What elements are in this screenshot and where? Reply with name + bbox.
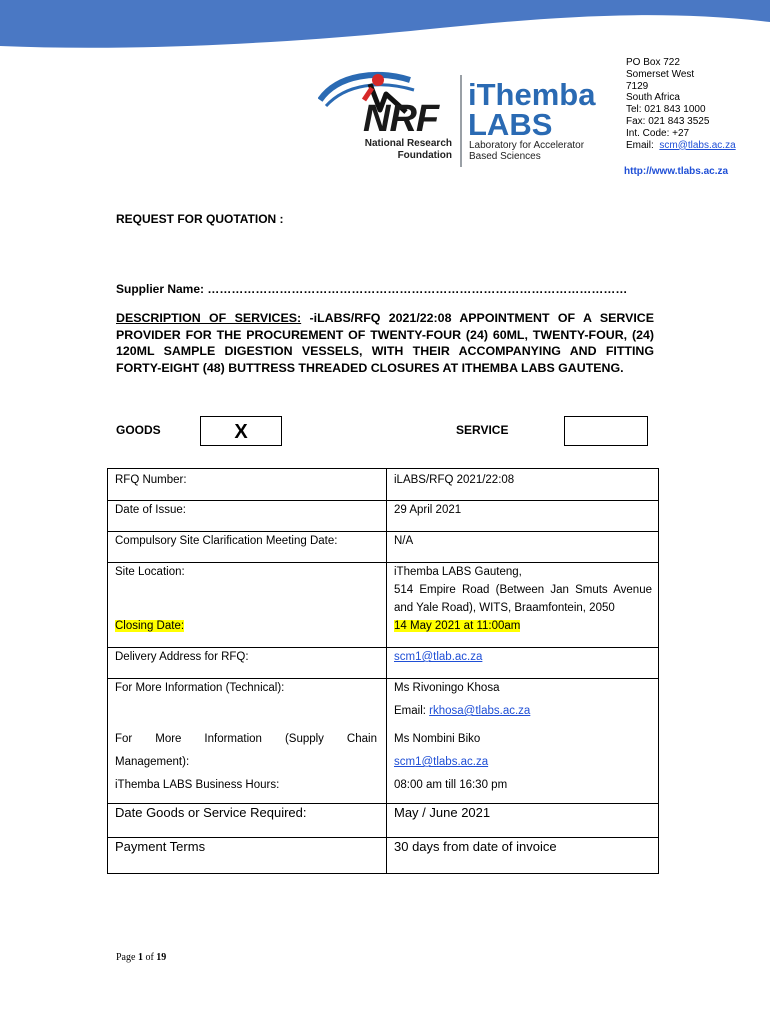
delivery-address-label: Delivery Address for RFQ: <box>115 651 249 663</box>
supply-chain-label-word: (Supply <box>284 733 324 745</box>
website-link[interactable]: http://www.tlabs.ac.za <box>624 166 729 177</box>
supply-chain-label-line2: Management): <box>115 756 190 768</box>
nrf-name-line1: National Research <box>364 138 452 149</box>
supply-chain-contact-email <box>394 753 652 771</box>
closing-date-value-text: 14 May 2021 at 11:00am <box>394 620 521 632</box>
supply-chain-label-word: Information <box>204 733 262 745</box>
labs-subtitle-line2: Based Sciences <box>469 151 541 162</box>
rfq-details-table <box>107 468 659 874</box>
address-block <box>626 57 736 151</box>
ithemba-wordmark: iThemba <box>468 77 596 112</box>
nrf-name <box>360 138 452 162</box>
goods-checkbox[interactable]: X <box>200 416 282 446</box>
supply-chain-label-word: Chain <box>346 733 377 745</box>
site-location-label: Site Location: <box>115 566 185 578</box>
description-of-services <box>116 310 654 376</box>
page-word: Page <box>116 952 138 963</box>
telephone: Tel: 021 843 1000 <box>626 104 706 116</box>
supply-chain-label-word: More <box>155 733 182 745</box>
rfq-number-value: iLABS/RFQ 2021/22:08 <box>394 474 515 486</box>
technical-contact-name: Ms Rivoningo Khosa <box>394 682 500 694</box>
email-link[interactable]: scm@tlabs.ac.za <box>659 139 736 151</box>
supply-chain-label <box>115 730 377 748</box>
site-location-line2: 514 Empire Road (Between Jan Smuts Avenue and Yale Road), WITS, Braamfontein, 2050 <box>394 584 652 614</box>
date-of-issue-label: Date of Issue: <box>115 504 186 516</box>
site-meeting-value: N/A <box>394 535 414 547</box>
email-row <box>626 140 736 152</box>
closing-date-value <box>394 617 652 635</box>
fax: Fax: 021 843 3525 <box>626 115 710 127</box>
business-hours-value: 08:00 am till 16:30 pm <box>394 779 508 791</box>
po-box: PO Box 722 <box>626 57 680 68</box>
labs-wordmark: LABS <box>468 107 553 142</box>
closing-date-label <box>115 617 377 635</box>
delivery-email-link[interactable]: scm1@tlab.ac.za <box>394 651 483 663</box>
closing-date-label-text: Closing Date: <box>115 620 185 632</box>
email-label: Email: <box>626 139 654 151</box>
payment-terms-value: 30 days from date of invoice <box>394 839 557 854</box>
date-required-label: Date Goods or Service Required: <box>115 805 307 820</box>
technical-email-label: Email: <box>394 705 430 717</box>
logo-divider <box>460 75 462 167</box>
site-location-value <box>394 563 652 617</box>
description-label: DESCRIPTION OF SERVICES: <box>116 311 302 325</box>
supplier-dots: …………………………………………………………………………………………… <box>207 282 628 296</box>
postal-code: 7129 <box>626 80 649 92</box>
rfq-heading: REQUEST FOR QUOTATION : <box>116 212 284 226</box>
town: Somerset West <box>626 68 695 80</box>
labs-subtitle <box>469 140 609 162</box>
nrf-ithemba-logo <box>318 70 608 170</box>
delivery-address-value <box>394 648 652 666</box>
service-checkbox[interactable] <box>564 416 648 446</box>
table-column-divider <box>386 469 387 873</box>
country: South Africa <box>626 92 680 104</box>
nrf-wordmark: NRF <box>363 98 439 140</box>
page-total: 19 <box>156 952 167 963</box>
int-code: Int. Code: +27 <box>626 127 690 139</box>
payment-terms-label: Payment Terms <box>115 839 206 854</box>
description-text: -iLABS/RFQ 2021/22:08 APPOINTMENT OF A SERVICE PROVIDER FOR THE PROCUREMENT OF TWENTY-FOUR (24) 60ML, TWENTY-FOUR, (24) 120ML SAMPLE DIGESTION VESSELS, WITH THEIR ACCOMPANYING AND FITTING FORTY-EIGHT (48) BUTTRESS THREADED CLOSURES AT ITHEMBA LABS GAUTENG. <box>116 311 654 375</box>
supply-chain-email-link[interactable]: scm1@tlabs.ac.za <box>394 756 489 768</box>
site-location-line1: iThemba LABS Gauteng, <box>394 566 522 578</box>
labs-subtitle-line1: Laboratory for Accelerator <box>469 140 585 151</box>
page-of: of <box>142 952 157 963</box>
supply-chain-label-word: For <box>115 733 133 745</box>
technical-email-link[interactable]: rkhosa@tlabs.ac.za <box>429 705 531 717</box>
date-of-issue-value: 29 April 2021 <box>394 504 462 516</box>
supplier-label: Supplier Name: <box>116 282 208 296</box>
rfq-number-label: RFQ Number: <box>115 474 187 486</box>
page-current: 1 <box>137 952 143 963</box>
technical-info-label: For More Information (Technical): <box>115 682 285 694</box>
page-number <box>116 952 166 963</box>
supply-chain-contact-name: Ms Nombini Biko <box>394 733 481 745</box>
technical-contact-email <box>394 702 652 720</box>
supplier-name-line <box>116 282 627 296</box>
nrf-name-line2: Foundation <box>397 150 452 161</box>
site-meeting-label: Compulsory Site Clarification Meeting Date: <box>115 535 338 547</box>
goods-label: GOODS <box>116 423 161 437</box>
date-required-value: May / June 2021 <box>394 805 491 820</box>
business-hours-label: iThemba LABS Business Hours: <box>115 779 280 791</box>
service-label: SERVICE <box>456 423 509 437</box>
